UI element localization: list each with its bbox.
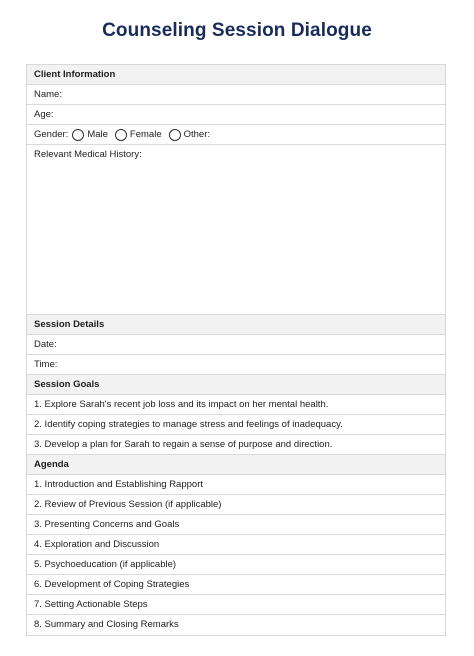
counseling-form [26, 64, 446, 636]
session-details-header: Session Details [27, 315, 445, 335]
session-goal-item: 1. Explore Sarah's recent job loss and its impact on her mental health. [27, 395, 445, 415]
session-goals-header: Session Goals [27, 375, 445, 395]
gender-label: Gender: [34, 129, 69, 140]
agenda-item: 8. Summary and Closing Remarks [34, 619, 179, 630]
gender-field [27, 125, 445, 145]
medical-history-field[interactable] [27, 145, 445, 315]
other-radio[interactable] [169, 129, 181, 141]
female-radio[interactable] [115, 129, 127, 141]
page-title: Counseling Session Dialogue [102, 20, 372, 41]
time-field[interactable]: Time: [27, 355, 445, 375]
other-radio-label: Other: [183, 129, 211, 140]
client-information-header: Client Information [27, 65, 445, 85]
male-radio-label: Male [87, 129, 108, 140]
agenda-item: 4. Exploration and Discussion [27, 535, 445, 555]
age-field[interactable]: Age: [27, 105, 445, 125]
name-field[interactable]: Name: [27, 85, 445, 105]
agenda-header: Agenda [27, 455, 445, 475]
date-field[interactable]: Date: [27, 335, 445, 355]
agenda-item: 3. Presenting Concerns and Goals [27, 515, 445, 535]
agenda-item: 7. Setting Actionable Steps [27, 595, 445, 615]
agenda-item: 2. Review of Previous Session (if applicable) [27, 495, 445, 515]
session-goal-item: 3. Develop a plan for Sarah to regain a sense of purpose and direction. [27, 435, 445, 455]
female-radio-label: Female [129, 129, 162, 140]
medical-history-label: Relevant Medical History: [34, 149, 142, 160]
agenda-item: 5. Psychoeducation (if applicable) [27, 555, 445, 575]
session-goal-item: 2. Identify coping strategies to manage stress and feelings of inadequacy. [27, 415, 445, 435]
male-radio[interactable] [72, 129, 84, 141]
agenda-item: 1. Introduction and Establishing Rapport [27, 475, 445, 495]
agenda-item: 6. Development of Coping Strategies [27, 575, 445, 595]
